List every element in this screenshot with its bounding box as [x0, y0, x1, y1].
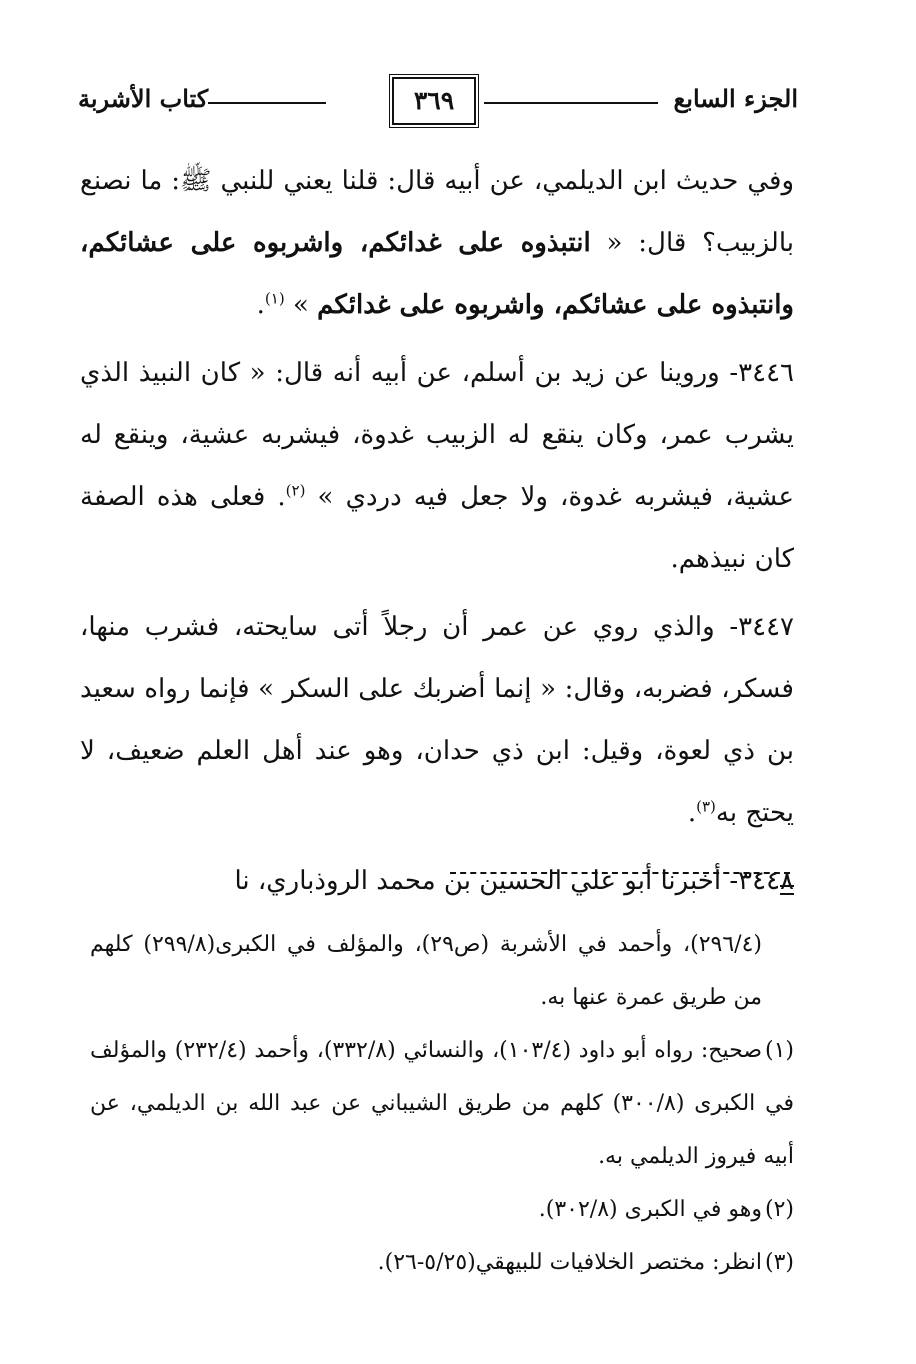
footnote-ref-2: (٢)	[285, 481, 306, 500]
main-text	[80, 150, 794, 918]
footnote-1: (١)صحيح: رواه أبو داود (١٠٣/٤)، والنسائي (٣٣٢/٨)، وأحمد (٢٣٢/٤) والمؤلف في الكبرى (٣٠٠/٨) كلهم من طريق الشيباني عن عبد الله بن الديلمي، عن أبيه فيروز الديلمي به.	[90, 1038, 795, 1169]
footnote-3: (٣)انظر: مختصر الخلافيات للبيهقي(٥/٢٥-٢٦).	[377, 1250, 794, 1275]
book-title: كتاب الأشربة	[78, 84, 209, 113]
page-number: ٣٦٩	[392, 77, 476, 125]
paragraph-3446: ٣٤٤٦- وروينا عن زيد بن أسلم، عن أبيه أنه قال: « كان النبيذ الذي يشرب عمر، وكان ينقع له الزبيب غدوة، فيشربه عشية، وينقع له عشية، فيشربه غدوة، ولا جعل فيه دردي » $^{(٢)}$. فعلى هذه الصفة كان نبيذهم.	[80, 358, 794, 574]
footnotes	[90, 918, 794, 1289]
header-rule-right	[484, 102, 658, 104]
footnote-continuation: (٢٩٦/٤)، وأحمد في الأشربة (ص٢٩)، والمؤلف في الكبرى(٢٩٩/٨) كلهم من طريق عمرة عنها به.	[90, 932, 762, 1010]
footnote-separator	[450, 872, 790, 874]
separator-mark	[780, 885, 794, 895]
footnote-ref-1: (١)	[264, 289, 285, 308]
paragraph-hadith-dailami: وفي حديث ابن الديلمي، عن أبيه قال: قلنا يعني للنبي ﷺ: ما نصنع بالزبيب؟ قال: « انتبذوه على غدائكم، واشربوه على عشائكم، وانتبذوه على عشائكم، واشربوه على غدائكم » $^{(١)}$.	[80, 166, 794, 320]
bold-quote: انتبذوه على غدائكم، واشربوه على عشائكم، وانتبذوه على عشائكم، واشربوه على غدائكم	[80, 228, 794, 320]
paragraph-3448: ٣٤٤٨- أخبرنا أبو علي الحسين بن محمد الروذباري، نا	[234, 866, 794, 896]
page-header	[78, 72, 798, 132]
paragraph-3447: ٣٤٤٧- والذي روي عن عمر أن رجلاً أتى سايحته، فشرب منها، فسكر، فضربه، وقال: « إنما أضربك على السكر » فإنما رواه سعيد بن ذي لعوة، وقيل: ابن ذي حدان، وهو عند أهل العلم ضعيف، لا يحتج به$^{(٣)}$.	[80, 612, 794, 828]
header-rule-left	[208, 102, 326, 104]
footnote-2: (٢)وهو في الكبرى (٣٠٢/٨).	[538, 1197, 794, 1222]
footnote-ref-3: (٣)	[696, 797, 716, 816]
volume-title: الجزء السابع	[673, 84, 798, 113]
